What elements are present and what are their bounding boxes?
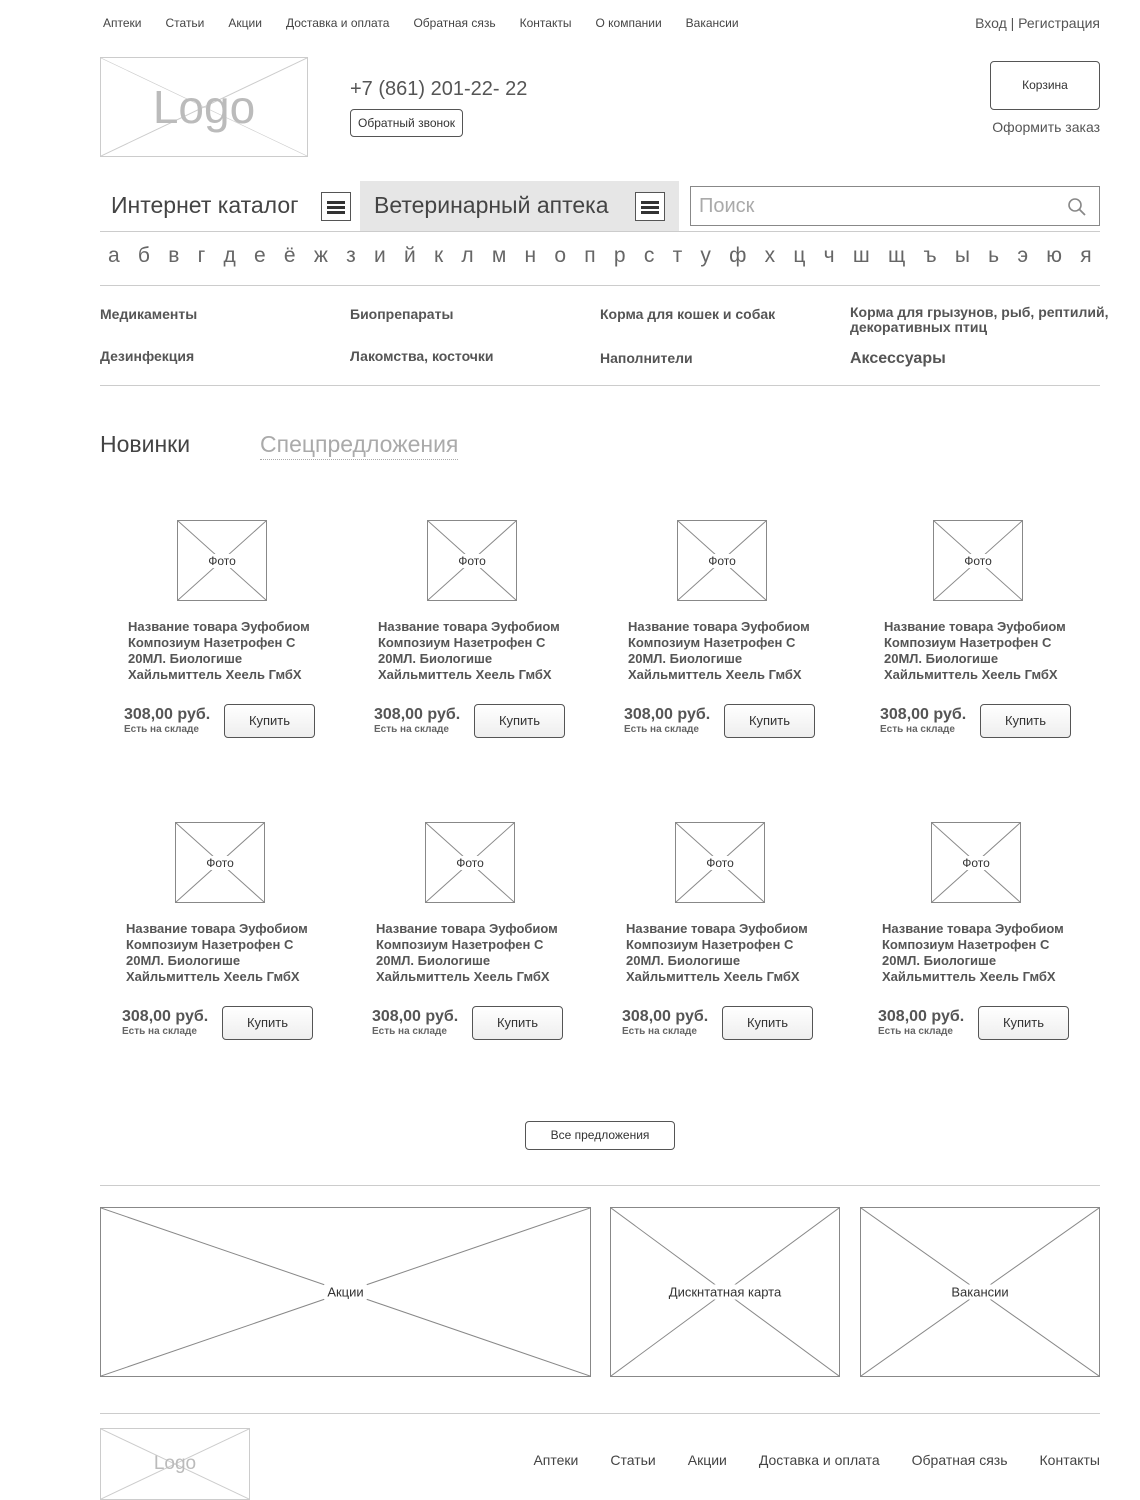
photo-label: Фото: [705, 554, 739, 568]
vet-pharmacy-menu[interactable]: [360, 181, 679, 231]
footer-logo-text: Logo: [153, 1453, 197, 1474]
top-nav-articles[interactable]: Статьи: [165, 16, 205, 30]
product-name-line: 20МЛ. Биологише: [376, 953, 491, 968]
product-price: 308,00 руб.: [374, 706, 461, 723]
product-name[interactable]: [626, 921, 826, 985]
checkout-link[interactable]: Оформить заказ: [992, 119, 1100, 135]
letter-i[interactable]: и: [374, 244, 386, 267]
letter-p[interactable]: п: [584, 244, 596, 267]
product-card: [624, 520, 828, 750]
menu-icon[interactable]: [635, 192, 665, 221]
footer-nav-contacts[interactable]: Контакты: [1039, 1452, 1100, 1468]
cart-button[interactable]: Корзина: [990, 61, 1100, 110]
product-name-line: Композиум Назетрофен С: [376, 937, 544, 952]
top-nav-vacancies[interactable]: Вакансии: [685, 16, 739, 30]
stock-status: Есть на складе: [122, 1026, 197, 1037]
product-name-line: Композиум Назетрофен С: [626, 937, 794, 952]
letter-o[interactable]: о: [554, 244, 567, 267]
letter-a[interactable]: а: [108, 244, 120, 267]
product-name[interactable]: [128, 619, 328, 683]
stock-status: Есть на складе: [372, 1026, 447, 1037]
product-name-line: Название товара Эуфобиом: [376, 921, 558, 936]
internet-catalog-label: Интернет каталог: [111, 192, 299, 218]
product-name-line: Хайльмиттель Хеель ГмбХ: [376, 969, 550, 984]
product-name-line: Композиум Назетрофен С: [628, 635, 796, 650]
product-price: 308,00 руб.: [622, 1008, 709, 1025]
product-name[interactable]: [884, 619, 1084, 683]
divider: [100, 385, 1100, 386]
letter-l[interactable]: л: [461, 244, 474, 267]
footer-logo[interactable]: [100, 1428, 250, 1500]
product-price: 308,00 руб.: [878, 1008, 965, 1025]
letter-sh[interactable]: ш: [852, 244, 870, 267]
product-card: [878, 822, 1082, 1052]
product-name-line: Название товара Эуфобиом: [884, 619, 1066, 634]
logo[interactable]: [100, 57, 308, 157]
top-nav-contacts[interactable]: Контакты: [519, 16, 572, 30]
letter-v[interactable]: в: [168, 244, 180, 267]
product-name-line: Композиум Назетрофен С: [884, 635, 1052, 650]
letter-yu[interactable]: ю: [1046, 244, 1063, 267]
letter-n[interactable]: н: [524, 244, 537, 267]
product-photo[interactable]: [177, 520, 267, 601]
product-name-line: 20МЛ. Биологише: [378, 651, 493, 666]
letter-b[interactable]: б: [137, 244, 150, 267]
buy-button[interactable]: Купить: [724, 704, 815, 738]
product-name-line: Хайльмиттель Хеель ГмбХ: [378, 667, 552, 682]
product-card: [124, 520, 328, 750]
letter-e-reversed[interactable]: э: [1017, 244, 1029, 267]
letter-k[interactable]: к: [433, 244, 444, 267]
letter-m[interactable]: м: [491, 244, 507, 267]
product-price: 308,00 руб.: [880, 706, 967, 723]
product-photo[interactable]: [427, 520, 517, 601]
letter-u[interactable]: у: [700, 244, 711, 267]
discount-card-banner[interactable]: [610, 1207, 840, 1377]
category-rodent-fish-food-line2: декоративных птиц: [850, 319, 988, 335]
top-nav-about[interactable]: О компании: [595, 16, 662, 30]
top-nav-delivery[interactable]: Доставка и оплата: [285, 16, 390, 30]
category-rodent-fish-food[interactable]: [850, 305, 1108, 335]
stock-status: Есть на складе: [880, 724, 955, 735]
photo-label: Фото: [203, 856, 237, 870]
product-card: [374, 520, 578, 750]
menu-icon[interactable]: [321, 192, 351, 221]
footer-nav: [501, 1452, 1100, 1468]
product-card: [122, 822, 326, 1052]
footer-nav-pharmacies[interactable]: Аптеки: [533, 1452, 579, 1468]
category-accessories[interactable]: Аксессуары: [850, 350, 946, 367]
divider: [100, 1185, 1100, 1186]
product-name-line: Хайльмиттель Хеель ГмбХ: [882, 969, 1056, 984]
product-name-line: 20МЛ. Биологише: [128, 651, 243, 666]
buy-button[interactable]: Купить: [980, 704, 1071, 738]
letter-soft-sign[interactable]: ь: [988, 244, 1000, 267]
product-name-line: Название товара Эуфобиом: [626, 921, 808, 936]
product-name-line: 20МЛ. Биологише: [628, 651, 743, 666]
phone-number: +7 (861) 201-22- 22: [350, 78, 528, 100]
letter-e[interactable]: е: [253, 244, 266, 267]
footer-nav-delivery[interactable]: Доставка и оплата: [758, 1452, 880, 1468]
stock-status: Есть на складе: [374, 724, 449, 735]
photo-label: Фото: [961, 554, 995, 568]
category-biopreparations[interactable]: Биопрепараты: [350, 306, 454, 322]
buy-button[interactable]: Купить: [978, 1006, 1069, 1040]
search-box: [690, 186, 1100, 226]
top-nav-feedback[interactable]: Обратная сязь: [413, 16, 496, 30]
letter-yo[interactable]: ё: [283, 244, 296, 267]
product-price: 308,00 руб.: [624, 706, 711, 723]
top-nav-pharmacies[interactable]: Аптеки: [103, 16, 142, 30]
product-card: [372, 822, 576, 1052]
stock-status: Есть на складе: [622, 1026, 697, 1037]
letter-yery[interactable]: ы: [954, 244, 970, 267]
vet-pharmacy-label: Ветеринарный аптека: [374, 192, 609, 218]
discount-card-label: Дискнтатная карта: [666, 1285, 784, 1300]
photo-label: Фото: [703, 856, 737, 870]
product-name-line: Хайльмиттель Хеель ГмбХ: [884, 667, 1058, 682]
divider: [100, 285, 1100, 286]
search-icon[interactable]: [1067, 197, 1087, 217]
photo-label: Фото: [453, 856, 487, 870]
letter-y[interactable]: й: [403, 244, 416, 267]
product-name-line: 20МЛ. Биологише: [126, 953, 241, 968]
top-nav: [103, 16, 763, 30]
letter-s[interactable]: с: [643, 244, 655, 267]
letter-ts[interactable]: ц: [793, 244, 806, 267]
product-name-line: Название товара Эуфобиом: [128, 619, 310, 634]
product-name-line: Хайльмиттель Хеель ГмбХ: [126, 969, 300, 984]
alphabet-filter: [100, 244, 1100, 268]
product-name-line: Хайльмиттель Хеель ГмбХ: [628, 667, 802, 682]
search-input[interactable]: [691, 187, 1061, 225]
buy-button[interactable]: Купить: [222, 1006, 313, 1040]
letter-r[interactable]: р: [613, 244, 626, 267]
product-photo[interactable]: [931, 822, 1021, 903]
tab-special-offers[interactable]: Спецпредложения: [260, 431, 458, 460]
category-rodent-fish-food-line1: Корма для грызунов, рыб, рептилий,: [850, 304, 1109, 320]
product-name-line: Название товара Эуфобиом: [126, 921, 308, 936]
vacancies-banner-label: Вакансии: [948, 1285, 1011, 1300]
stock-status: Есть на складе: [124, 724, 199, 735]
photo-label: Фото: [959, 856, 993, 870]
product-name-line: 20МЛ. Биологише: [884, 651, 999, 666]
product-photo[interactable]: [425, 822, 515, 903]
letter-d[interactable]: д: [223, 244, 236, 267]
top-nav-promotions[interactable]: Акции: [228, 16, 262, 30]
stock-status: Есть на складе: [624, 724, 699, 735]
product-card: [880, 520, 1084, 750]
footer-nav-feedback[interactable]: Обратная сязь: [911, 1452, 1008, 1468]
product-name[interactable]: [126, 921, 326, 985]
category-treats[interactable]: Лакомства, косточки: [350, 348, 494, 364]
letter-g[interactable]: г: [197, 244, 206, 267]
all-offers-button[interactable]: Все предложения: [525, 1121, 675, 1150]
letter-zh[interactable]: ж: [313, 244, 328, 267]
tab-new[interactable]: Новинки: [100, 431, 191, 457]
product-photo[interactable]: [677, 520, 767, 601]
product-name-line: Название товара Эуфобиом: [882, 921, 1064, 936]
promo-banner[interactable]: [100, 1207, 591, 1377]
product-name[interactable]: [882, 921, 1082, 985]
product-name-line: 20МЛ. Биологише: [882, 953, 997, 968]
product-name-line: Хайльмиттель Хеель ГмбХ: [128, 667, 302, 682]
product-name-line: Композиум Назетрофен С: [882, 937, 1050, 952]
product-name[interactable]: [376, 921, 576, 985]
product-name[interactable]: [628, 619, 828, 683]
buy-button[interactable]: Купить: [722, 1006, 813, 1040]
divider: [100, 1413, 1100, 1414]
buy-button[interactable]: Купить: [224, 704, 315, 738]
product-name-line: Композиум Назетрофен С: [378, 635, 546, 650]
product-photo[interactable]: [175, 822, 265, 903]
letter-t[interactable]: т: [672, 244, 683, 267]
product-name-line: Хайльмиттель Хеель ГмбХ: [626, 969, 800, 984]
vacancies-banner[interactable]: [860, 1207, 1100, 1377]
product-name-line: 20МЛ. Биологише: [626, 953, 741, 968]
product-name[interactable]: [378, 619, 578, 683]
letter-z[interactable]: з: [346, 244, 356, 267]
logo-text: Logo: [152, 81, 256, 133]
category-medicines[interactable]: Медикаменты: [100, 306, 198, 322]
category-cat-dog-food[interactable]: Корма для кошек и собак: [600, 306, 776, 322]
footer-nav-promotions[interactable]: Акции: [687, 1452, 727, 1468]
divider: [100, 231, 1100, 232]
photo-label: Фото: [205, 554, 239, 568]
product-name-line: Название товара Эуфобиом: [378, 619, 560, 634]
category-fillers[interactable]: Наполнители: [600, 350, 693, 366]
letter-shch[interactable]: щ: [887, 244, 906, 267]
category-disinfection[interactable]: Дезинфекция: [100, 348, 195, 364]
footer-nav-articles[interactable]: Статьи: [610, 1452, 656, 1468]
photo-label: Фото: [455, 554, 489, 568]
letter-f[interactable]: ф: [729, 244, 747, 267]
callback-button[interactable]: Обратный звонок: [350, 109, 463, 137]
buy-button[interactable]: Купить: [474, 704, 565, 738]
letter-ch[interactable]: ч: [823, 244, 835, 267]
internet-catalog-menu[interactable]: [100, 181, 360, 231]
buy-button[interactable]: Купить: [472, 1006, 563, 1040]
promo-banner-label: Акции: [324, 1285, 366, 1300]
letter-ya[interactable]: я: [1080, 244, 1092, 267]
letter-hard-sign[interactable]: ъ: [923, 244, 937, 267]
product-price: 308,00 руб.: [122, 1008, 209, 1025]
stock-status: Есть на складе: [878, 1026, 953, 1037]
login-register-link[interactable]: Вход | Регистрация: [975, 15, 1100, 31]
product-photo[interactable]: [675, 822, 765, 903]
product-name-line: Композиум Назетрофен С: [128, 635, 296, 650]
product-card: [622, 822, 826, 1052]
product-photo[interactable]: [933, 520, 1023, 601]
letter-kh[interactable]: х: [764, 244, 776, 267]
product-price: 308,00 руб.: [372, 1008, 459, 1025]
product-name-line: Композиум Назетрофен С: [126, 937, 294, 952]
product-name-line: Название товара Эуфобиом: [628, 619, 810, 634]
product-price: 308,00 руб.: [124, 706, 211, 723]
